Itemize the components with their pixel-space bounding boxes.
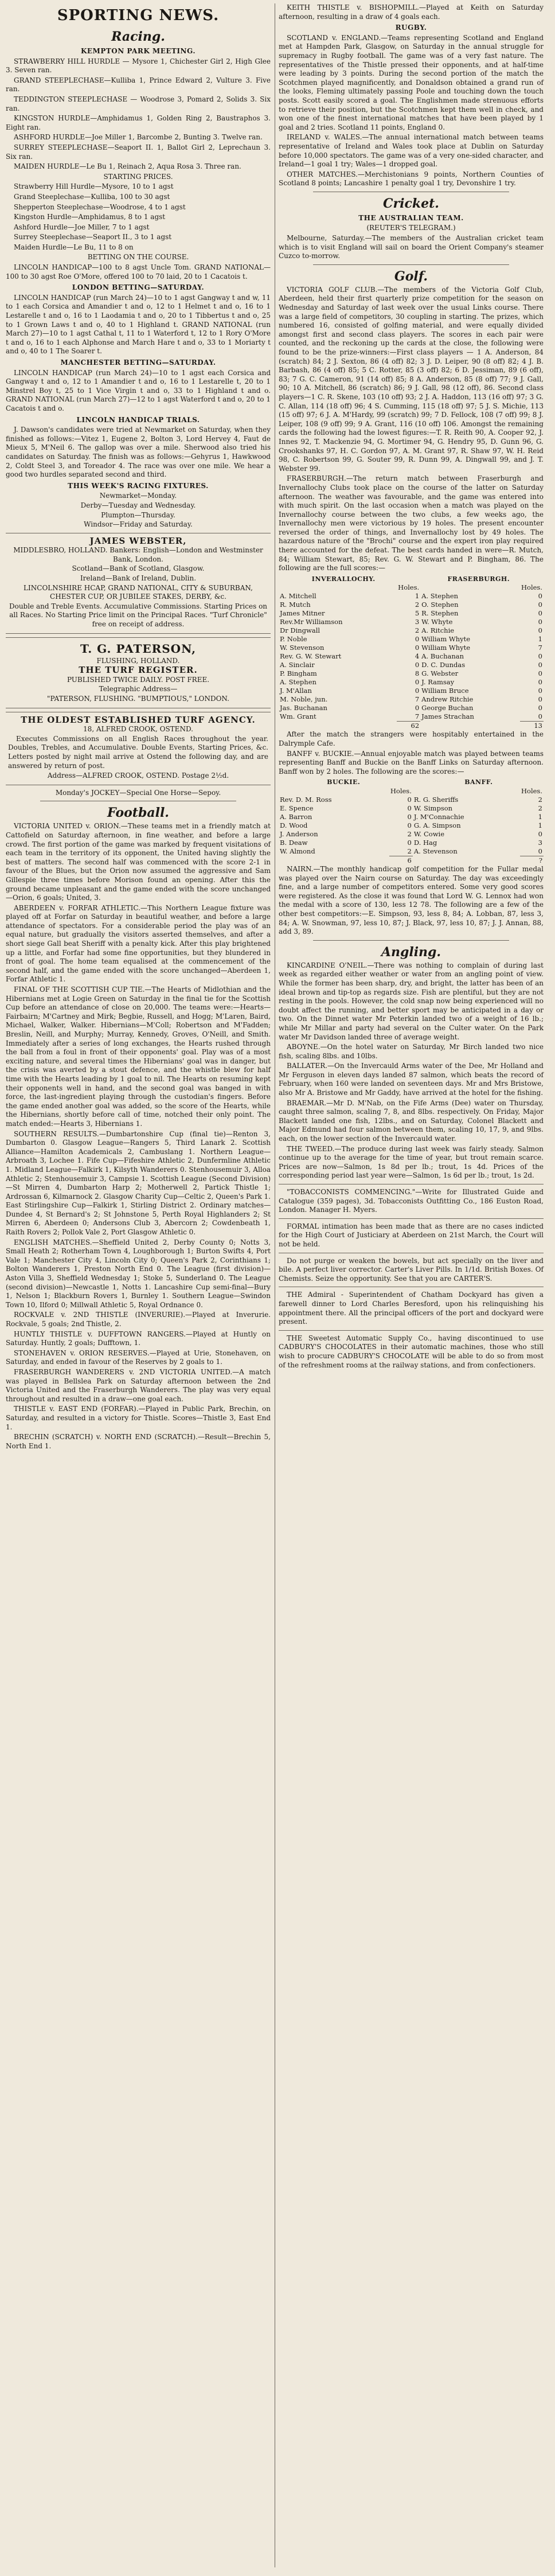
score-row [279, 652, 544, 661]
fixture-line: Windsor—Friday and Saturday. [84, 520, 193, 529]
ad-line: Ireland—Bank of Ireland, Dublin. [80, 574, 197, 583]
score-row [279, 618, 544, 626]
player-name: Dr Dingwall [280, 626, 321, 635]
report-paragraph: SOUTHERN RESULTS.—Dumbartonshire Cup (final tie)—Renton 3, Dumbarton 0. Glasgow League—Rangers 5, Third Lanark 2. Scottish Alliance—Hamilton Academicals 2, Cambuslang 1. Northern League—Arbroath 3, Lochee 1. Fife Cup—Fifeshire Athletic 2, Dunfermline Athletic 1. Midland League—Falkirk 1, Kilsyth Wanderers 0. Stenhousemuir 3, Alloa Athletic 2; Stenhousemuir 3, Campsie 1. Scottish League (Second Division)—St Mirren 4, Dumbarton Harp 2; Motherwell 2, Partick Thistle 1; Ardrossan 6, Kilmarnock 2. Glasgow Charity Cup—Celtic 2, Queen's Park 1. East Stirlingshire Cup—Falkirk 1, Stirling District 2. Ordinary matches—Dundee 4, St Bernard's 2; St Johnstone 5, Perth Royal Highlanders 2; St Mirren 6, Aberdeen 0; Andersons Club 3, Abercorn 2; Cowdenbeath 1, Raith Rovers 2; Pollok Vale 2, Port Glasgow Athletic 0. [6, 1129, 271, 1237]
player-name: D. C. Dundas [421, 661, 466, 669]
price-line: Maiden Hurdle—Le Bu, 11 to 8 on [14, 243, 134, 251]
betting-text: LINCOLN HANDICAP—100 to 8 agst Uncle Tom. GRAND NATIONAL—100 to 30 agst Roe O'More, offered 100 to 70 laid, 20 to 1 Cacatois t. [6, 263, 271, 280]
result-line: KINGSTON HURDLE—Amphidamus 1, Golden Ring 2, Baustraphos 3. Eight ran. [6, 114, 271, 131]
turf-register-title: THE TURF REGISTER. [79, 665, 198, 676]
player-name: O. Stephen [421, 601, 459, 609]
holes-cell: 0 [538, 695, 542, 704]
player-name: A. Stephen [280, 678, 316, 687]
holes-cell: 7 [415, 695, 420, 704]
holes-cell: 1 [538, 813, 542, 821]
divider [279, 1218, 544, 1219]
price-line: Strawberry Hill Hurdle—Mysore, 10 to 1 agst [14, 182, 174, 191]
holes-label [279, 583, 397, 592]
holes-cell: 0 [538, 626, 542, 635]
player-name: G. Webster [421, 669, 459, 678]
report-paragraph: ENGLISH MATCHES.—Sheffield United 2, Derby County 0; Notts 3, Small Heath 2; Rotherham Town 4, Loughborough 1; Burton Swifts 4, Port Vale 1; Manchester City 4, Lincoln City 0; Queen's Park 2, Corinthians 1; Bolton Wanderers 1, Preston North End 0. The League (first division)—Aston Villa 3, Sheffield Wednesday 1; Stoke 5, Sunderland 0. The League (second division)—Newcastle 1, Notts 1. Lancashire Cup semi-final—Bury 1, Nelson 1; Blackburn Rovers 1, Burnley 1. Southern League—Swindon Town 10, Ilford 0; Millwall Athletic 5, Royal Ordnance 0. [6, 1238, 271, 1309]
score-row [279, 592, 544, 601]
golf-paragraph: VICTORIA GOLF CLUB.—The members of the Victoria Golf Club, Aberdeen, held their first quarterly prize competition for the season on Wednesday and Saturday of last week over the usual Links course. There was a large field of competitors, 30 coupling in starting. The prizes, which numbered 16, consisted of golfing material, and were equally divided amongst first and second class players. The scores in each pair were counted, and the reckoning up the cards at the close, the following were found to be the prize-winners:—First class players — 1 A. Anderson, 84 (scratch) 84; 2 J. Sexton, 86 (4 off) 82; 3 J. D. Leiper, 90 (8 off) 82; 4 J. B. Barbash, 86 (4 off) 85; 5 C. Rotter, 85 (3 off) 82; 6 D. Jessiman, 89 (6 off), 83; 7 G. C. Cameron, 91 (14 off) 85; 8 A. Anderson, 85 (8 off) 77; 9 J. Gall, 90; 10 A. Mitchell, 86 (scratch) 86; 9 J. Gall, 98 (12 off), 86. Second class players—1 C. R. Skene, 103 (10 off) 93; 2 J. A. Haddon, 113 (16 off) 97; 3 G. C. Allan, 114 (18 off) 96; 4 S. Cumming, 115 (18 off) 97; 5 J. S. Michie, 113 (15 off) 97; 6 J. A. M'Hardy, 99 (scratch) 99; 7 D. Fellock, 108 (7 off) 99; 8 J. Leiper, 108 (9 off) 99; 9 A. Grant, 116 (10 off) 106. Amongst the remaining cards the following had the lowest figures:—T. R. Reith 90, A. Cooper 92, J. Innes 92, T. Mackenzie 94, G. Mortimer 94, G. Hendry 95, D. Gunn 96, G. Crookshanks 97, H. C. Gordon 97, A. M. Grant 97, R. Shaw 97, W. H. Reid 98, C. Robertson 99, G. Souter 99, R. Dunn 99, A. Dingwall 99, and J. T. Webster 99. [279, 285, 544, 473]
holes-label [413, 787, 520, 796]
match2-totals [279, 856, 544, 866]
player-name: P. Noble [280, 635, 307, 644]
total-cell: ? [520, 856, 544, 866]
holes-cell: 0 [538, 592, 542, 601]
ad-line: MIDDLESBRO, HOLLAND. Bankers: English—London and Westminster Bank, London. [13, 546, 263, 563]
ad-line: "PATERSON, FLUSHING. "BUMPTIOUS," LONDON. [47, 695, 229, 703]
total-cell [420, 722, 520, 731]
angling-paragraph: THE TWEED.—The produce during last week was fairly steady. Salmon continue up to the average for the time of year, but trout remain scarce. Prices are now—Salmon, 1s 8d per lb.; trout, 1s 4d. Prices of the corresponding period last year were—Salmon, 1s 6d per lb.; trout, 1s 2d. [279, 1144, 544, 1180]
report-paragraph: THISTLE v. EAST END (FORFAR).—Played in Public Park, Brechin, on Saturday, and resulted in a victory for Thistle. Scores—Thistle 3, East End 1. [6, 1405, 271, 1431]
holes-cell: 2 [415, 626, 420, 635]
fixtures-list [6, 492, 271, 529]
fixtures-heading: THIS WEEK'S RACING FIXTURES. [68, 481, 209, 490]
player-name: A. Stephen [421, 592, 459, 601]
holes-cell: 0 [538, 669, 542, 678]
angling-paragraph: ABOYNE.—On the hotel water on Saturday, Mr Birch landed two nice fish, scaling 8lbs. and 10lbs. [279, 1043, 544, 1060]
holes-cell: 0 [538, 652, 542, 661]
holes-cell: 0 [538, 609, 542, 618]
manchester-betting-text: LINCOLN HANDICAP (run March 24)—10 to 1 agst each Corsica and Gangway t and o, 12 to 1 Amandier t and o, 16 to 1 Lestarelle t, 20 to 1 Minstrel Boy t, 25 to 1 Vice Virgin t and o, 33 to 1 Highland t and o. GRAND NATIONAL (run March 27)—12 to 1 agst Waterford t and o, 20 to 1 Cacatois t and o. [6, 368, 271, 412]
holes-cell: 0 [538, 830, 542, 838]
player-name: George Buchan [421, 704, 474, 712]
player-name: R. G. Sheriffs [413, 796, 459, 804]
player-name: James Strachan [421, 712, 474, 721]
score-row [279, 644, 544, 652]
racing-heading: Racing. [111, 29, 165, 44]
total-cell: 6 [389, 856, 413, 866]
golf-paragraph: NAIRN.—The monthly handicap golf competition for the Fullar medal was played over the Nairn course on Saturday. The day was exceedingly fine, and a large number of competitors entered. Some very good scores were registered. As the close it was found that Lord W. G. Lennox had won the medal with a score of 130, less 12 78. The following are a few of the other best competitors:—E. Simpson, 93, less 8, 84; A. Lobban, 87, less 3, 84; A. W. Snowman, 97, less 10, 87; J. Black, 97, less 10, 87; J. J. Annan, 88, add 3, 89. [279, 865, 544, 936]
holes-cell: 0 [538, 847, 542, 855]
holes-cell: 0 [538, 601, 542, 609]
holes-cell: 0 [407, 839, 412, 847]
golf-paragraph: After the match the strangers were hospitably entertained in the Dalrymple Cafe. [279, 730, 544, 748]
divider [313, 940, 509, 941]
starting-prices-list [6, 182, 271, 252]
holes-cell: 7 [415, 712, 420, 721]
fixture-line: Derby—Tuesday and Wednesday. [80, 501, 196, 509]
betting-heading: BETTING ON THE COURSE. [87, 253, 189, 262]
ad-line: PUBLISHED TWICE DAILY. POST FREE. [67, 675, 210, 684]
player-name: A. Stevenson [413, 847, 458, 855]
manchester-betting-heading: MANCHESTER BETTING—SATURDAY. [60, 358, 216, 367]
ad-line: FLUSHING, HOLLAND. [96, 656, 180, 665]
player-name: R. Stephen [421, 609, 459, 618]
price-line: Shepperton Steeplechase—Woodrose, 4 to 1 agst [14, 202, 186, 211]
player-name: G. A. Simpson [413, 821, 461, 829]
player-name: A. Barron [280, 813, 312, 821]
holes-cell: 7 [538, 644, 542, 652]
player-name: Andrew Ritchie [421, 695, 474, 704]
holes-cell: 0 [415, 635, 420, 644]
rugby-heading: RUGBY. [395, 24, 427, 32]
holes-cell: 0 [407, 804, 412, 812]
score-row [279, 847, 544, 856]
player-name: Rev.Mr Williamson [280, 618, 343, 626]
holes-label: Holes. [521, 583, 542, 592]
fixture-line: Plumpton—Thursday. [101, 510, 175, 519]
holes-cell: 0 [538, 712, 542, 721]
starting-prices-heading: STARTING PRICES. [103, 172, 173, 181]
match2-scores [279, 787, 544, 865]
ad-line: Telegraphic Address— [99, 685, 178, 693]
player-name: Rev. D. M. Ross [280, 796, 332, 804]
player-name: E. Spence [280, 804, 314, 812]
score-row [279, 839, 544, 847]
rugby-paragraph: IRELAND v. WALES.—The annual international match between teams representative of Ireland and Wales took place at Dublin on Saturday before 10,000 spectators. The game was of a very one-sided character, and Ireland—1 goal 1 try; Wales—1 dropped goal. [279, 133, 544, 169]
holes-cell: 0 [538, 678, 542, 687]
ad-line: Scotland—Bank of Scotland, Glasgow. [72, 564, 205, 573]
holes-cell: 1 [415, 592, 420, 601]
holes-cell: 2 [538, 804, 542, 812]
holes-cell: 0 [415, 644, 420, 652]
kempton-heading: KEMPTON PARK MEETING. [80, 47, 196, 55]
player-name: William Bruce [421, 687, 469, 695]
score-row [279, 813, 544, 821]
price-line: Grand Steeplechase—Kulliba, 100 to 30 agst [14, 192, 170, 201]
holes-cell: 1 [538, 635, 542, 644]
player-name: Wm. Grant [280, 712, 316, 721]
score-row [279, 669, 544, 678]
player-name: James Mitner [280, 609, 325, 618]
holes-cell: 3 [538, 839, 542, 847]
ad-line: LINCOLNSHIRE HCAP, GRAND NATIONAL, CITY & SUBURBAN, CHESTER CUP, OR JUBILEE STAKES, DERBY, &c. [24, 583, 253, 601]
price-line: Ashford Hurdle—Joe Miller, 7 to 1 agst [14, 223, 150, 231]
score-row [279, 804, 544, 813]
holes-label [279, 787, 389, 796]
chocolate-advert: THE Sweetest Automatic Supply Co., having discontinued to use CADBURY'S CHOCOLATES in their automatic machines, those who still wish to procure CADBURY'S CHOCOLATE will be able to do so from most of the refreshment rooms at the railway stations, and from confectioners. [279, 1334, 544, 1369]
golf-paragraph: FRASERBURGH.—The return match between Fraserburgh and Invernallochy Clubs took place on the course of the latter on Saturday afternoon. The weather was favourable, and the game was entered into with much spirit. On the last occasion when a match was played on the Invernallochy course between the two clubs, a few weeks ago, the Invernallochy men were victorious by 19 holes. The present encounter reversed the order of things, and Invernallochy lost by 49 holes. The hazardous nature of the "Brochi" course and the expert iron play required there accounted for the defeat. The best cards handed in were—R. Mutch, 84; William Stewart, 85; Rev. G. W. Stewart and P. Bingham, 86. The following are the full scores:— [279, 474, 544, 572]
crook-heading: THE OLDEST ESTABLISHED TURF AGENCY. [21, 714, 256, 725]
player-name: William Whyte [421, 644, 471, 652]
monday-note: Monday's JOCKEY—Special One Horse—Sepoy. [55, 788, 221, 797]
paterson-name: T. G. PATERSON, [80, 641, 197, 656]
player-name: W. Stevenson [280, 644, 325, 652]
score-row [279, 712, 544, 722]
cricket-heading: Cricket. [383, 196, 439, 211]
report-paragraph: FINAL OF THE SCOTTISH CUP TIE.—The Hearts of Midlothian and the Hibernians met at Logie Green on Saturday in the final tie for the Scottish Cup before an attendance of close on 20,000. The teams were:—Hearts—Fairbairn; M'Cartney and Mirk; Begbie, Russell, and Hogg; M'Laren, Baird, Michael, Walker, Walker. Hibernians—M'Coll; Robertson and M'Fadden; Breslin, Neill, and Murphy; Murray, Kennedy, Groves, O'Neill, and Smith. Immediately after a series of long exchanges, the Hearts rushed through the ball from a foul in front of their opponents' goal. Play was of a most exciting nature, and several times the Hibernians' goal was in danger, but the crisis was averted by a stout defence, and the whistle blew for half time with the Hearts leading by 1 goal to nil. The Hearts on resuming kept their opponents well in hand, and the second goal was banged in with force, the last-ingredient playing through the custodian's fingers. Before the game ended another goal was added, so the score of the Hearts, while the Hibernians, shortly before call of time, notched their only point. The match ended:—Hearts 3, Hibernians 1. [6, 985, 271, 1128]
masthead-title: SPORTING NEWS. [57, 7, 220, 24]
right-column [279, 3, 544, 1371]
result-line: ASHFORD HURDLE—Joe Miller 1, Barcombe 2, Bunting 3. Twelve ran. [14, 133, 263, 142]
score-row [279, 695, 544, 704]
holes-cell: 0 [407, 821, 412, 829]
player-name: W. Whyte [421, 618, 453, 626]
report-paragraph: VICTORIA UNITED v. ORION.—These teams met in a friendly match at Cattofield on Saturday afternoon, in fine weather, and before a large crowd. The first portion of the game was marked by frequent visitations of each team in the territory of its opponent, the United having slightly the best of matters. The second half was commenced with the score 2-1 in favour of the Blues, but the Orion now assumed the aggressive and Sam Gillespie three times before Morison found an opening. After this the ground became unpleasant and the game ended with the score unchanged—Orion, 6 goals; United, 3. [6, 822, 271, 902]
player-name: M. Noble, jun. [280, 695, 328, 704]
ad-line: Executes Commissions on all English Races throughout the year. Doubles, Trebles, and Accumulative. Double Events, Starting Prices, &c. Letters posted by night mail arrive at Ostend the following day, and are answered by return of post. [8, 734, 268, 770]
result-line: SURREY STEEPLECHASE—Seaport II. 1, Ballot Girl 2, Leprechaun 3. Six ran. [6, 143, 271, 161]
holes-cell: 2 [407, 847, 412, 855]
result-line: TEDDINGTON STEEPLECHASE — Woodrose 3, Pomard 2, Solids 3. Six ran. [6, 95, 271, 112]
crook-advert [6, 712, 271, 785]
match1-scores [279, 583, 544, 730]
score-row [279, 830, 544, 839]
holes-cell: 0 [538, 687, 542, 695]
score-row [279, 635, 544, 644]
holes-label: Holes. [398, 583, 420, 592]
score-row [279, 626, 544, 635]
total-cell [279, 856, 389, 866]
player-name: A. Mitchell [280, 592, 316, 601]
report-paragraph: STONEHAVEN v. ORION RESERVES.—Played at Urie, Stonehaven, on Saturday, and ended in favour of the Reserves by 2 goals to 1. [6, 1349, 271, 1366]
player-name: Jas. Buchanan [280, 704, 327, 712]
report-paragraph: FRASERBURGH WANDERERS v. 2ND VICTORIA UNITED.—A match was played in Bellslea Park on Saturday afternoon between the 2nd Victoria United and the Fraserburgh Wanderers. The play was very equal throughout and resulted in a draw—one goal each. [6, 1367, 271, 1403]
holes-cell: 0 [415, 704, 420, 712]
player-name: B. Deaw [280, 839, 308, 847]
score-row [279, 796, 544, 804]
player-name: W. Simpson [413, 804, 453, 812]
result-line: STRAWBERRY HILL HURDLE — Mysore 1, Chichester Girl 2, High Glee 3. Seven ran. [6, 57, 271, 75]
holes-cell: 2 [415, 601, 420, 609]
result-line: MAIDEN HURDLE—Le Bu 1, Reinach 2, Aqua Rosa 3. Three ran. [14, 162, 241, 171]
london-betting-heading: LONDON BETTING—SATURDAY. [72, 283, 205, 292]
football-heading: Football. [107, 805, 169, 821]
player-name: William Whyte [421, 635, 471, 644]
match2-holes-header [279, 787, 544, 796]
result-line: GRAND STEEPLECHASE—Kulliba 1, Prince Edward 2, Vulture 3. Five ran. [6, 76, 271, 93]
score-row [279, 601, 544, 609]
total-cell: 13 [520, 722, 544, 731]
australian-team-heading: THE AUSTRALIAN TEAM. [358, 213, 464, 222]
player-name: W. Cowie [413, 830, 445, 838]
court-notice: FORMAL intimation has been made that as there are no cases indicted for the High Court of Justiciary at Aberdeen on 21st March, the Court will not be held. [279, 1222, 544, 1248]
admiral-notice: THE Admiral - Superintendent of Chatham Dockyard has given a farewell dinner to Lord Charles Beresford, upon his relinquishing his appointment there. All the principal officers of the port and dockyard were present. [279, 1291, 544, 1326]
pills-advert: Do not purge or weaken the bowels, but act specially on the liver and bile. A perfect liver corrector. Carter's Liver Pills. In 1/1d. British Boxes. Of Chemists. Seize the opportunity. See that you are CARTER'S. [279, 1256, 544, 1283]
player-name: R. Mutch [280, 601, 311, 609]
player-name: D. Wood [280, 821, 308, 829]
holes-cell: 2 [407, 830, 412, 838]
lincoln-trials-text: J. Dawson's candidates were tried at Newmarket on Saturday, when they finished as follows:—Vitez 1, Eugene 2, Bolton 3, Lord Hervey 4, Faut de Mieux 5, M'Neil 6. The gallop was over a mile. Sherwood also tried his candidates on Saturday. The finish was as follows:—Gehyrus 1, Hawkwood 2, Coldt Steel 3, and Toreador 4. The race was over one mile. We hear a good two hurdles separated second and third. [6, 426, 271, 479]
webster-name: JAMES WEBSTER, [89, 535, 187, 546]
golf-paragraph: BANFF v. BUCKIE.—Annual enjoyable match was played between teams representing Banff and Buckie on the Banff Links on Saturday afternoon. Banff won by 2 holes. The following are the scores:— [279, 749, 544, 775]
angling-paragraph: KINCARDINE O'NEIL.—There was nothing to complain of during last week as regarded either weather or water from an angling point of view. While the former has been sharp, dry, and bright, the latter has been of an ideal brown and tip-top as regards size. Fish are plentiful, but they are not resting in the pools. However, the cold snap now being experienced will no doubt affect the running, and better sport may be anticipated in a day or two. On the Dinnet water Mr Peterkin landed two of a weight of 16 lb.; while Mr Millar and party had several on the Culter water. On the Park water Mr Davidson landed three of average weight. [279, 961, 544, 1041]
report-paragraph: ROCKVALE v. 2ND THISTLE (INVERURIE).—Played at Inverurie. Rockvale, 5 goals; 2nd Thistle, 2. [6, 1311, 271, 1328]
left-column [6, 3, 271, 1452]
ad-line: Address—ALFRED CROOK, OSTEND. Postage 2½d. [47, 771, 229, 780]
player-name: A. Sinclair [280, 661, 315, 669]
golf-heading: Golf. [394, 268, 428, 284]
holes-label: Holes. [390, 787, 412, 795]
match1-header [279, 575, 544, 584]
match2-header [279, 778, 544, 787]
holes-label [420, 583, 520, 592]
fixture-line: Newmarket—Monday. [99, 492, 177, 500]
score-row [279, 821, 544, 830]
match2-away: BANFF. [464, 778, 493, 786]
angling-heading: Angling. [381, 944, 441, 960]
match1-holes-header [279, 583, 544, 592]
rugby-intro: KEITH THISTLE v. BISHOPMILL.—Played at Keith on Saturday afternoon, resulting in a draw of 4 goals each. [279, 3, 544, 21]
holes-cell: 1 [538, 821, 542, 829]
match1-away: FRASERBURGH. [447, 575, 510, 583]
webster-advert [6, 533, 271, 634]
rugby-paragraph: OTHER MATCHES.—Merchistonians 9 points, Northern Counties of Scotland 8 points; Lancashire 1 penalty goal 1 try, Devonshire 1 try. [279, 170, 544, 188]
price-line: Surrey Steeplechase—Seaport II., 3 to 1 agst [14, 233, 172, 241]
holes-label: Holes. [521, 787, 542, 795]
score-row [279, 687, 544, 695]
holes-cell: 0 [415, 678, 420, 687]
tobacco-advert: "TOBACCONISTS COMMENCING."—Write for Illustrated Guide and Catalogue (359 pages), 3d. Tobacconists Outfitting Co., 186 Euston Road, London. Manager H. Myers. [279, 1188, 544, 1214]
player-name: W. Almond [280, 847, 315, 855]
player-name: J. M'Allan [280, 687, 312, 695]
holes-cell: 0 [415, 687, 420, 695]
player-name: J. M'Connachie [413, 813, 464, 821]
ad-line: Double and Treble Events. Accumulative Commissions. Starting Prices on all Races. No Starting Price limit on the Principal Races. "Turf Chronicle" free on receipt of address. [9, 602, 268, 629]
price-line: Kingston Hurdle—Amphidamus, 8 to 1 agst [14, 213, 166, 221]
score-row [279, 704, 544, 712]
divider [279, 1330, 544, 1331]
ad-line: 18, ALFRED CROOK, OSTEND. [83, 725, 193, 734]
match1-home: INVERALLOCHY. [311, 575, 376, 583]
lincoln-trials-heading: LINCOLN HANDICAP TRIALS. [76, 415, 200, 424]
player-name: A. Buchanan [421, 652, 464, 661]
holes-cell: 0 [538, 661, 542, 669]
london-betting-text: LINCOLN HANDICAP (run March 24)—10 to 1 agst Gangway t and w, 11 to 1 each Corsica and Amandier t and o, 12 to 1 Helmet t and o, 16 to 1 Lestarelle t and o, 16 to 1 Laodamia t and o, 20 to 1 Tibbertus t and o, 25 to 1 Grown Laws t and o, 40 to 1 Highland t. GRAND NATIONAL (run March 27)—10 to 1 agst Cathal t, 11 to 1 Waterford t, 12 to 1 Rory O'More t and o, 16 to 1 each Alphonse and March Hare t and o, 33 to 1 Moriarty t and o, 40 to 1 The Soarer t. [6, 293, 271, 356]
holes-cell: 8 [415, 669, 420, 678]
holes-cell: 0 [538, 704, 542, 712]
total-cell [413, 856, 520, 866]
report-paragraph: BRECHIN (SCRATCH) v. NORTH END (SCRATCH).—Result—Brechin 5, North End 1. [6, 1433, 271, 1450]
total-cell [279, 722, 397, 731]
cricket-text: Melbourne, Saturday.—The members of the Australian cricket team which is to visit England will sail on board the Orient Company's steamer Cuzco to-morrow. [279, 234, 544, 260]
holes-cell: 5 [415, 609, 420, 618]
rugby-paragraph: SCOTLAND v. ENGLAND.—Teams representing Scotland and England met at Hampden Park, Glasgow, on Saturday in the annual struggle for supremacy in Rugby football. The game was of a very fast nature. The representatives of the Thistle pressed their opponents, and at half-time were leading by 3 points. During the second portion of the match the Scotchmen played magnificently, and Donaldson obtained a grand run of the looks, Fleming ultimately passing Poole and touching down the touch posts. Scott easily scored a goal. The Englishmen made strenuous efforts to retrieve their position, but the Scotchmen kept them well in check, and won one of the finest international matches that have been played by 1 goal and 2 tries. Scotland 11 points, England 0. [279, 33, 544, 131]
score-row [279, 661, 544, 669]
player-name: Rev. G. W. Stewart [280, 652, 342, 661]
player-name: P. Bingham [280, 669, 317, 678]
football-reports [6, 822, 271, 1451]
paterson-advert [6, 637, 271, 708]
angling-paragraph: BRAEMAR.—Mr D. M'Nab, on the Fife Arms (Dee) water on Thursday, caught three salmon, scaling 7, 8, and 8lbs. respectively. On Friday, Major Blackett landed one fish, 12lbs., and on Saturday, Colonel Blackett and Major Edmund had four salmon between them, scaling 10, 17, 9, and 9lbs. each, on the lower section of the Invercauld water. [279, 1098, 544, 1143]
holes-cell: 4 [415, 652, 420, 661]
player-name: J. Anderson [280, 830, 318, 838]
holes-cell: 0 [415, 661, 420, 669]
player-name: A. Ritchie [421, 626, 455, 635]
holes-cell: 3 [415, 618, 420, 626]
racing-results [6, 57, 271, 172]
total-cell: 62 [397, 722, 420, 731]
match1-totals [279, 722, 544, 731]
holes-cell: 0 [407, 796, 412, 804]
player-name: D. Hag [413, 839, 437, 847]
score-row [279, 678, 544, 687]
player-name: J. Ramsay [421, 678, 455, 687]
report-paragraph: HUNTLY THISTLE v. DUFFTOWN RANGERS.—Played at Huntly on Saturday. Huntly, 2 goals; Dufftown, 1. [6, 1330, 271, 1347]
holes-cell: 2 [538, 796, 542, 804]
angling-paragraph: BALLATER.—On the Invercauld Arms water of the Dee, Mr Holland and Mr Ferguson in eleven days landed 87 salmon, which beats the record of February, when 160 were landed on seventeen days. Mr and Mrs Bristowe, also Mr A. Bristowe and Mr Gaddy, have arrived at the hotel for the fishing. [279, 1062, 544, 1097]
score-row [279, 609, 544, 618]
match2-home: BUCKIE. [327, 778, 361, 786]
divider [313, 264, 509, 265]
holes-cell: 0 [407, 813, 412, 821]
holes-cell: 0 [538, 618, 542, 626]
cricket-source: (REUTER'S TELEGRAM.) [366, 224, 456, 232]
report-paragraph: ABERDEEN v. FORFAR ATHLETIC.—This Northern League fixture was played off at Forfar on Saturday in beautiful weather, and before a large attendance of spectators. For a considerable period the play was of an equal nature, but gradually the visitors asserted themselves, and after a short siege Gall beat Sheriff with a penalty kick. After this play brightened up a little, and Forfar had some fine opportunities, but they blundered in front of goal. The home team equalised at the commencement of the second half, and the game ended with the score unchanged—Aberdeen 1, Forfar Athletic 1. [6, 903, 271, 984]
newspaper-page [6, 3, 549, 2567]
